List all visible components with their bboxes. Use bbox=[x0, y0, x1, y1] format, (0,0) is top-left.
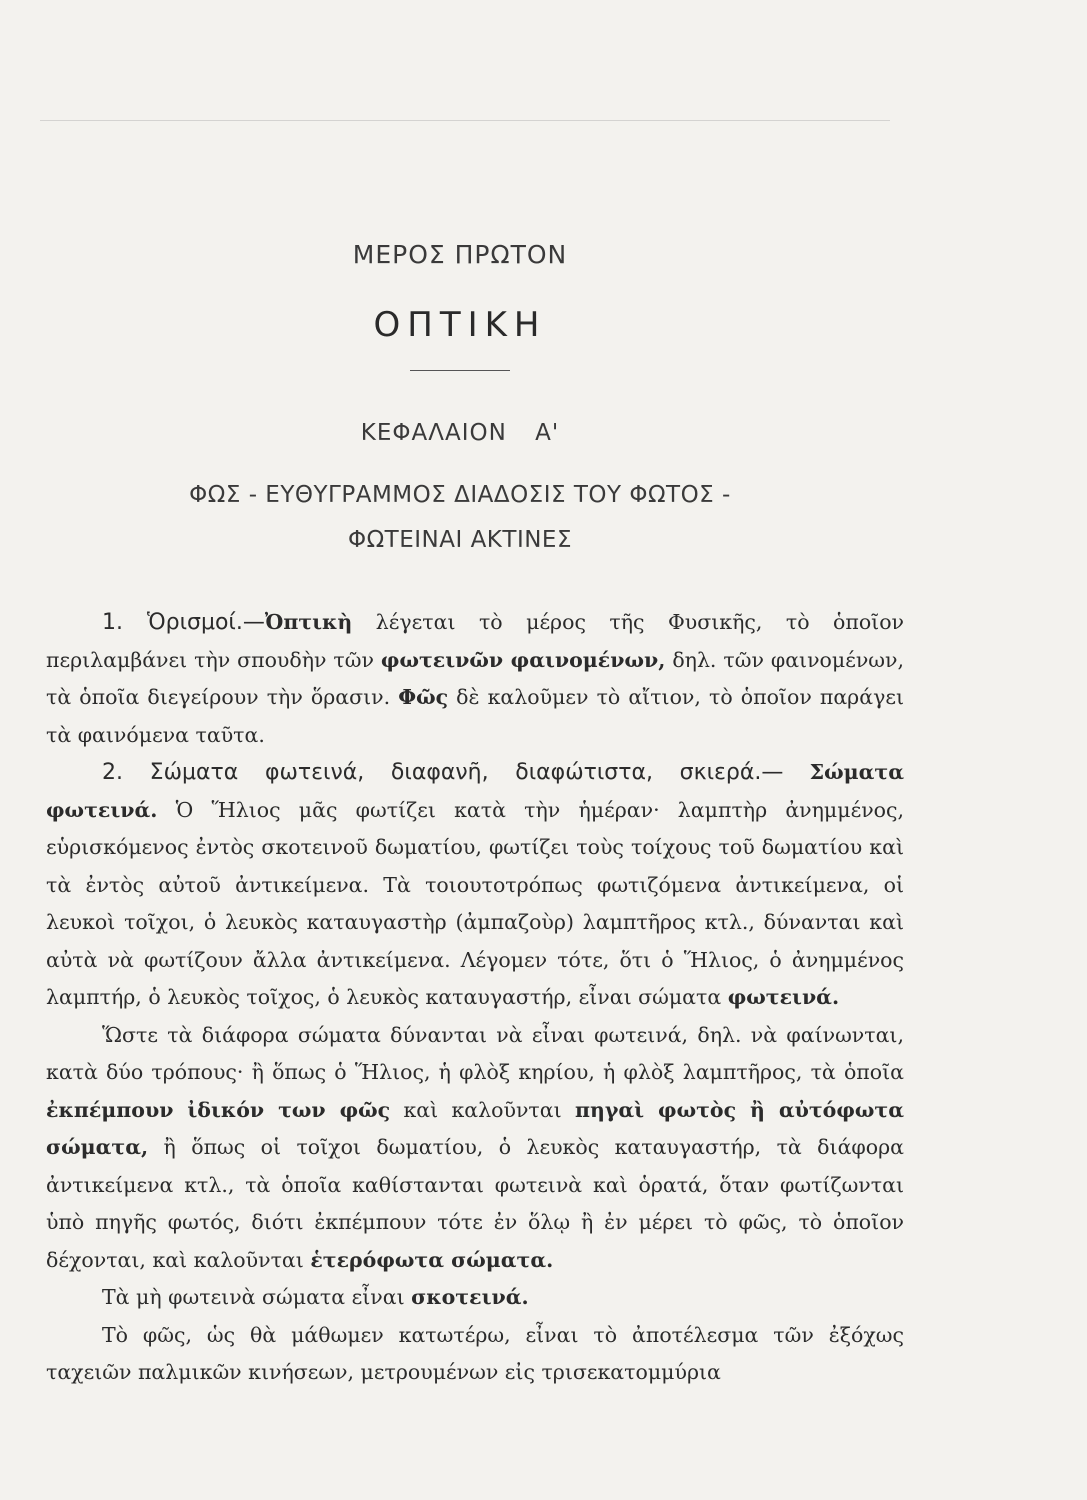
chapter-subtitle-line-1: ΦΩΣ - ΕΥΘΥΓΡΑΜΜΟΣ ΔΙΑΔΟΣΙΣ ΤΟΥ ΦΩΤΟΣ - bbox=[189, 482, 731, 508]
chapter-subtitle-line-2: ΦΩΤΕΙΝΑΙ ΑΚΤΙΝΕΣ bbox=[348, 527, 572, 553]
term-light-sources: πηγαὶ φωτὸς ἢ αὐτόφωτα σώματα, bbox=[46, 1097, 904, 1159]
title-divider bbox=[410, 370, 510, 371]
main-title: ΟΠΤΙΚΗ bbox=[373, 305, 547, 345]
term-luminous-phenomena: φωτεινῶν φαινομένων, bbox=[380, 647, 666, 672]
term-optics: Ὀπτικὴ bbox=[264, 610, 353, 634]
term-dark: σκοτεινά. bbox=[411, 1285, 529, 1309]
section-1-heading: 1. Ὁρισμοί.— bbox=[102, 610, 265, 635]
text-run: Ὥστε τὰ διάφορα σώματα δύνανται νὰ εἶναι φωτεινά, δηλ. νὰ φαίνωνται, κατὰ δύο τρόπους· ἢ ὅπως ὁ Ἥλιος, ἡ φλὸξ κηρίου, ἡ φλὸξ λαμπτῆρος, τὰ ὁποῖα bbox=[46, 1022, 904, 1084]
text-run: λέγεται τὸ μέρος τῆς Φυσικῆς, τὸ ὁποῖον περιλαμβάνει τὴν σπουδὴν τῶν bbox=[46, 610, 905, 672]
paragraph-bodies bbox=[46, 754, 904, 1017]
section-2-heading: 2. Σώματα φωτεινά, διαφανῆ, διαφώτιστα, σκιερά.— bbox=[102, 760, 784, 785]
subheading-luminous-bodies: Σώματα φωτεινά. bbox=[46, 760, 904, 822]
text-run: Τὸ φῶς, ὡς θὰ μάθωμεν κατωτέρω, εἶναι τὸ ἀποτέλεσμα τῶν ἐξόχως ταχειῶν παλμικῶν κινήσεων, μετρουμένων εἰς τρισεκατομμύρια bbox=[46, 1322, 904, 1384]
term-luminous: φωτεινά. bbox=[727, 985, 840, 1009]
term-emit-own-light: ἐκπέμπουν ἰδικόν των φῶς bbox=[46, 1097, 391, 1122]
text-run: δὲ καλοῦμεν τὸ αἴτιον, τὸ ὁποῖον παράγει τὰ φαινόμενα ταῦτα. bbox=[46, 685, 904, 747]
text-run: ἢ ὅπως οἱ τοῖχοι δωματίου, ὁ λευκὸς καταυγαστήρ, τὰ διάφορα ἀντικείμενα κτλ., τὰ ὁποῖα καθίστανται φωτεινὰ καὶ ὁρατά, ὅταν φωτίζωνται ὑπὸ πηγῆς φωτός, διότι ἐκπέμπουν τότε ἐν ὅλῳ ἢ ἐν μέρει τὸ φῶς, τὸ ὁποῖον δέχονται, καὶ καλοῦνται bbox=[46, 1135, 904, 1272]
text-run: καὶ καλοῦνται bbox=[390, 1097, 575, 1122]
paragraph-definitions bbox=[46, 604, 904, 754]
term-light: Φῶς bbox=[398, 685, 449, 709]
paragraph-light-nature bbox=[46, 1317, 904, 1392]
part-title: ΜΕΡΟΣ ΠΡΩΤΟΝ bbox=[352, 240, 568, 269]
running-head-rule bbox=[40, 80, 890, 121]
text-run: δηλ. τῶν φαινομένων, τὰ ὁποῖα διεγείρουν τὴν ὅρασιν. bbox=[46, 647, 904, 709]
text-run: Ὁ Ἥλιος μᾶς φωτίζει κατὰ τὴν ἡμέραν· λαμπτὴρ ἀνημμένος, εὑρισκόμενος ἐντὸς σκοτεινοῦ δωματίου, φωτίζει τοὺς τοίχους τοῦ δωματίου καὶ τὰ ἐντὸς αὐτοῦ ἀντικείμενα. Τὰ τοιουτοτρόπως φωτιζόμενα ἀντικείμενα, οἱ λευκοὶ τοῖχοι, ὁ λευκὸς καταυγαστὴρ (ἀμπαζοὺρ) λαμπτῆρος κτλ., δύνανται καὶ αὐτὰ νὰ φωτίζουν ἄλλα ἀντικείμενα. Λέγομεν τότε, ὅτι ὁ Ἥλιος, ὁ ἀνημμένος λαμπτήρ, ὁ λευκὸς τοῖχος, ὁ λευκὸς καταυγαστήρ, εἶναι σώματα bbox=[46, 797, 904, 1009]
text-run: Τὰ μὴ φωτεινὰ σώματα εἶναι bbox=[102, 1285, 412, 1309]
term-illuminated-bodies: ἑτερόφωτα σώματα. bbox=[310, 1247, 554, 1272]
paragraph-self-luminous bbox=[46, 1017, 904, 1280]
paragraph-dark-bodies bbox=[46, 1279, 904, 1317]
body-text bbox=[46, 604, 904, 1392]
chapter-heading: ΚΕΦΑΛΑΙΟΝ Α' bbox=[360, 420, 560, 446]
